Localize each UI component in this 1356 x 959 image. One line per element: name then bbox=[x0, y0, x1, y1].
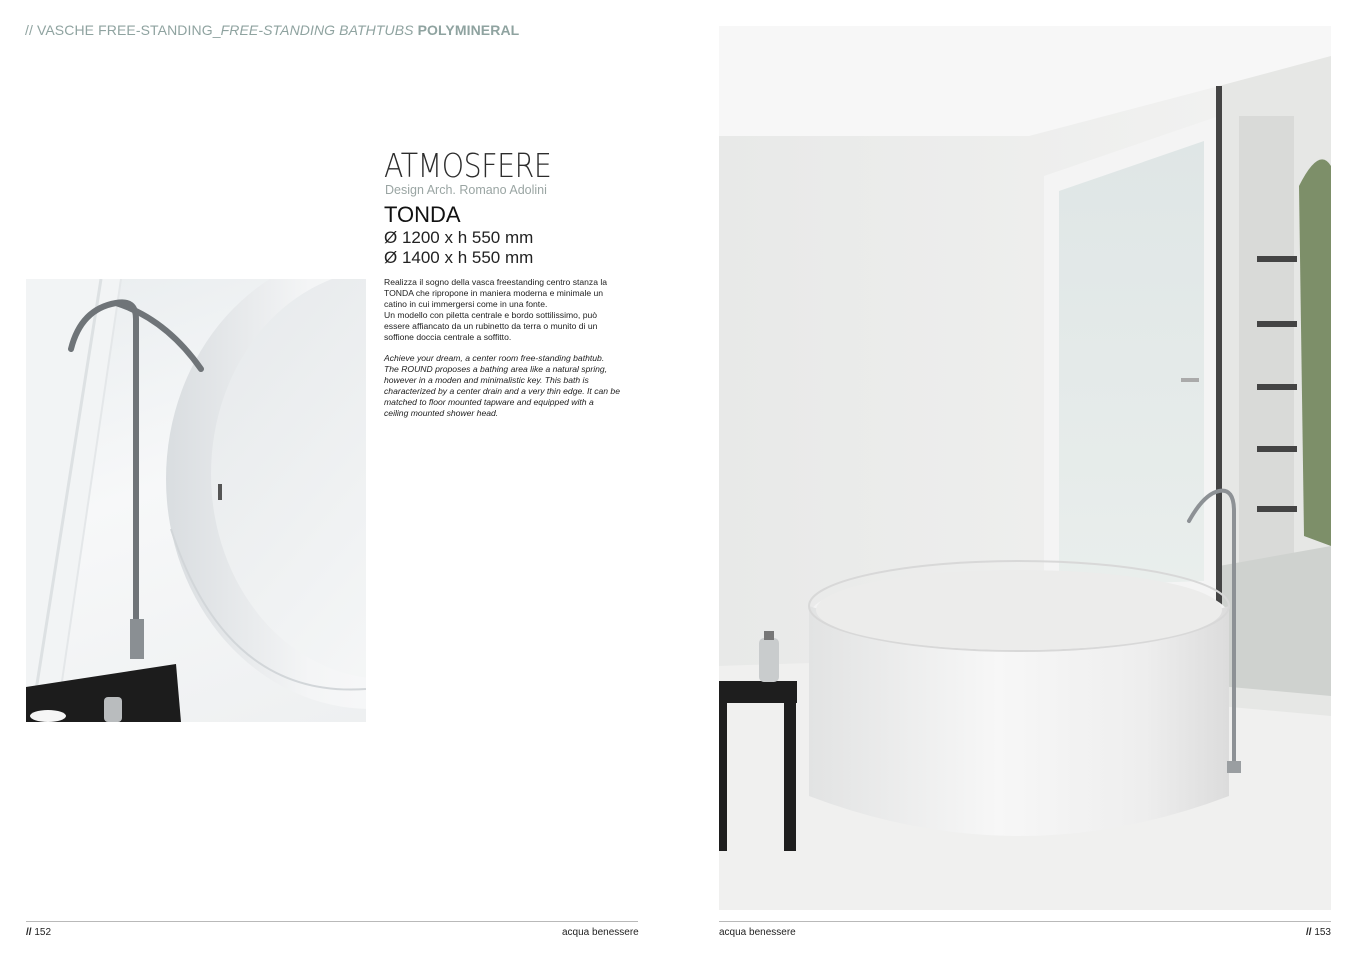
footer-brand-right: acqua benessere bbox=[719, 927, 796, 938]
description-english-text: Achieve your dream, a center room free-standing bathtub. The ROUND proposes a bathing area like a natural spring, however in a moden and minimalistic key. This bath is characterized by a center drain and a very thin edge. It can be matched to floor mounted tapware and equipped with a ceiling mounted shower head. bbox=[384, 353, 620, 418]
section-header bbox=[25, 22, 519, 38]
footer-rule-right bbox=[719, 921, 1331, 922]
description-english bbox=[384, 353, 620, 419]
bathroom-room-illustration bbox=[719, 26, 1331, 910]
designer-credit: Design Arch. Romano Adolini bbox=[385, 183, 547, 197]
description-italian-p2: Un modello con piletta centrale e bordo sottilissimo, può essere affiancato da un rubinetto da terra o munito di un soffione doccia centrale a soffitto. bbox=[384, 310, 598, 342]
dimension-small: Ø 1200 x h 550 mm bbox=[384, 228, 534, 247]
header-bold: POLYMINERAL bbox=[417, 22, 520, 38]
page-marker-left: // bbox=[26, 927, 32, 938]
page-number-right-value: 153 bbox=[1314, 927, 1331, 938]
footer-rule-left bbox=[26, 921, 638, 922]
header-italic: FREE-STANDING BATHTUBS bbox=[220, 22, 414, 38]
model-name: TONDA bbox=[384, 202, 461, 227]
bathroom-room-photo bbox=[719, 26, 1331, 910]
page-number-left-value: 152 bbox=[34, 927, 52, 938]
dimension-large: Ø 1400 x h 550 mm bbox=[384, 248, 534, 267]
header-prefix: // VASCHE FREE-STANDING_ bbox=[25, 22, 221, 38]
page-number-right bbox=[1306, 927, 1331, 938]
footer-brand-left: acqua benessere bbox=[562, 927, 639, 938]
bathtub-detail-photo bbox=[26, 279, 366, 722]
description-italian-p1: Realizza il sogno della vasca freestanding centro stanza la TONDA che ripropone in maniera moderna e minimale un catino in cui immergersi come in una fonte. bbox=[384, 277, 608, 309]
page-marker-right: // bbox=[1305, 927, 1312, 938]
page-number-left bbox=[26, 927, 51, 938]
bathtub-detail-illustration bbox=[26, 279, 366, 722]
brand-title: ATMOSFERE bbox=[384, 146, 552, 185]
description-italian bbox=[384, 277, 620, 343]
